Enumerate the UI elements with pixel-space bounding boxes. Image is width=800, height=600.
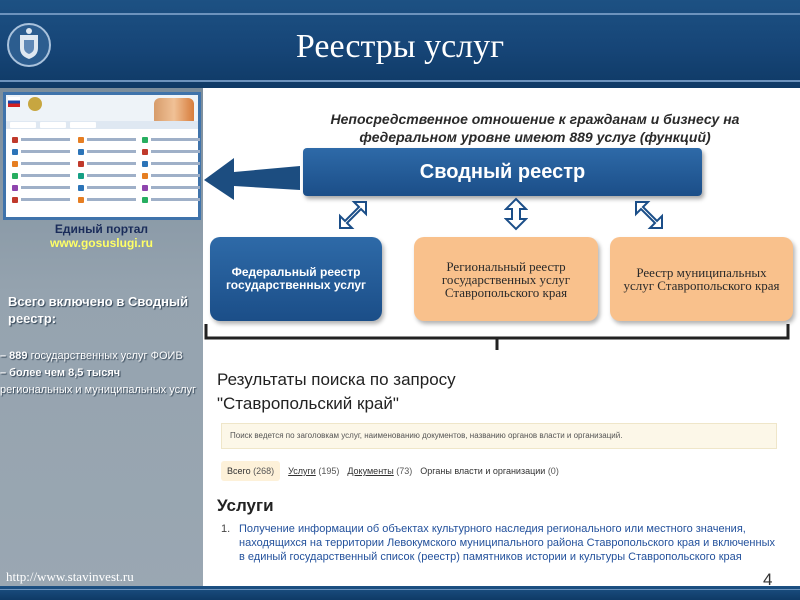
tab-authorities[interactable] [420,466,559,476]
tab-all-label: Всего [227,466,251,476]
tab-services[interactable] [288,466,339,476]
regional-registry-box: Региональный реестр государственных услуг Ставропольского края [414,237,598,321]
stats-regional-count: – более чем 8,5 тысяч [0,367,121,379]
tab-all-count: (268) [253,466,275,476]
double-arrow-vertical-icon [504,197,528,231]
page-number: 4 [763,570,773,589]
emblem-icon [28,97,42,111]
stats-list [0,348,200,399]
tab-authorities-label: Органы власти и организации [420,466,546,476]
stats-federal-text: государственных услуг ФОИВ [27,350,183,362]
page-title: Реестры услуг [295,28,505,65]
tab-services-label: Услуги [288,466,316,476]
portal-header [6,95,198,121]
grouping-bracket [203,320,793,352]
federal-registry-box: Федеральный реестр государственных услуг [210,237,382,321]
tab-documents[interactable] [347,466,412,476]
double-arrow-diagonal-icon [336,198,370,232]
portal-caption [0,222,203,250]
arrow-left-icon [200,150,306,204]
portal-label: Единый портал [54,222,149,236]
double-arrow-diagonal-icon [632,198,666,232]
tab-authorities-count: (0) [547,466,559,476]
tab-documents-label: Документы [347,466,394,476]
portal-url-link[interactable]: www.gosuslugi.ru [50,236,153,250]
footer-line [0,589,800,590]
results-heading-line1: Результаты поиска по запросу [217,370,456,389]
portal-column [142,135,200,207]
stats-regional-text: региональных и муниципальных услуг [0,384,197,396]
stats-line-federal [0,348,200,365]
search-hint: Поиск ведется по заголовкам услуг, наименованию документов, названию органов власти и организаций. [221,423,777,449]
header-band [0,0,800,88]
tab-all[interactable] [221,461,280,481]
main-registry-box: Сводный реестр [303,148,702,196]
result-link[interactable]: Получение информации об объектах культурного наследия регионального или местного значения, находящихся на территории Левокумского муниципального района Ставропольского края и включенных в единый государственный список (реестр) памятников истории и культуры Ставропольского края [239,523,775,563]
subtitle: Непосредственное отношение к гражданам и бизнесу на федеральном уровне имеют 889 услуг (функций) [330,111,740,145]
header-bottom-line [0,80,800,82]
tab-services-count: (195) [318,466,340,476]
municipal-registry-box: Реестр муниципальных услуг Ставропольского края [610,237,793,321]
footer-band [0,586,800,600]
portal-screenshot [3,92,201,220]
results-tabs [221,460,567,482]
portal-column [12,135,70,207]
portal-tabs [6,121,198,129]
search-results-panel [203,352,793,586]
russian-flag-icon [8,97,20,107]
portal-column [78,135,136,207]
results-heading [217,368,456,416]
header-top-line [0,13,800,15]
list-item [221,522,783,564]
footer-url-link[interactable]: http://www.stavinvest.ru [6,569,134,584]
services-section-title: Услуги [217,496,274,515]
results-heading-query: "Ставропольский край" [217,394,399,413]
tab-documents-count: (73) [396,466,413,476]
list-item-number: 1. [221,523,231,535]
stats-federal-count: – 889 [0,350,28,362]
stats-title: Всего включено в Сводный реестр: [8,294,189,326]
